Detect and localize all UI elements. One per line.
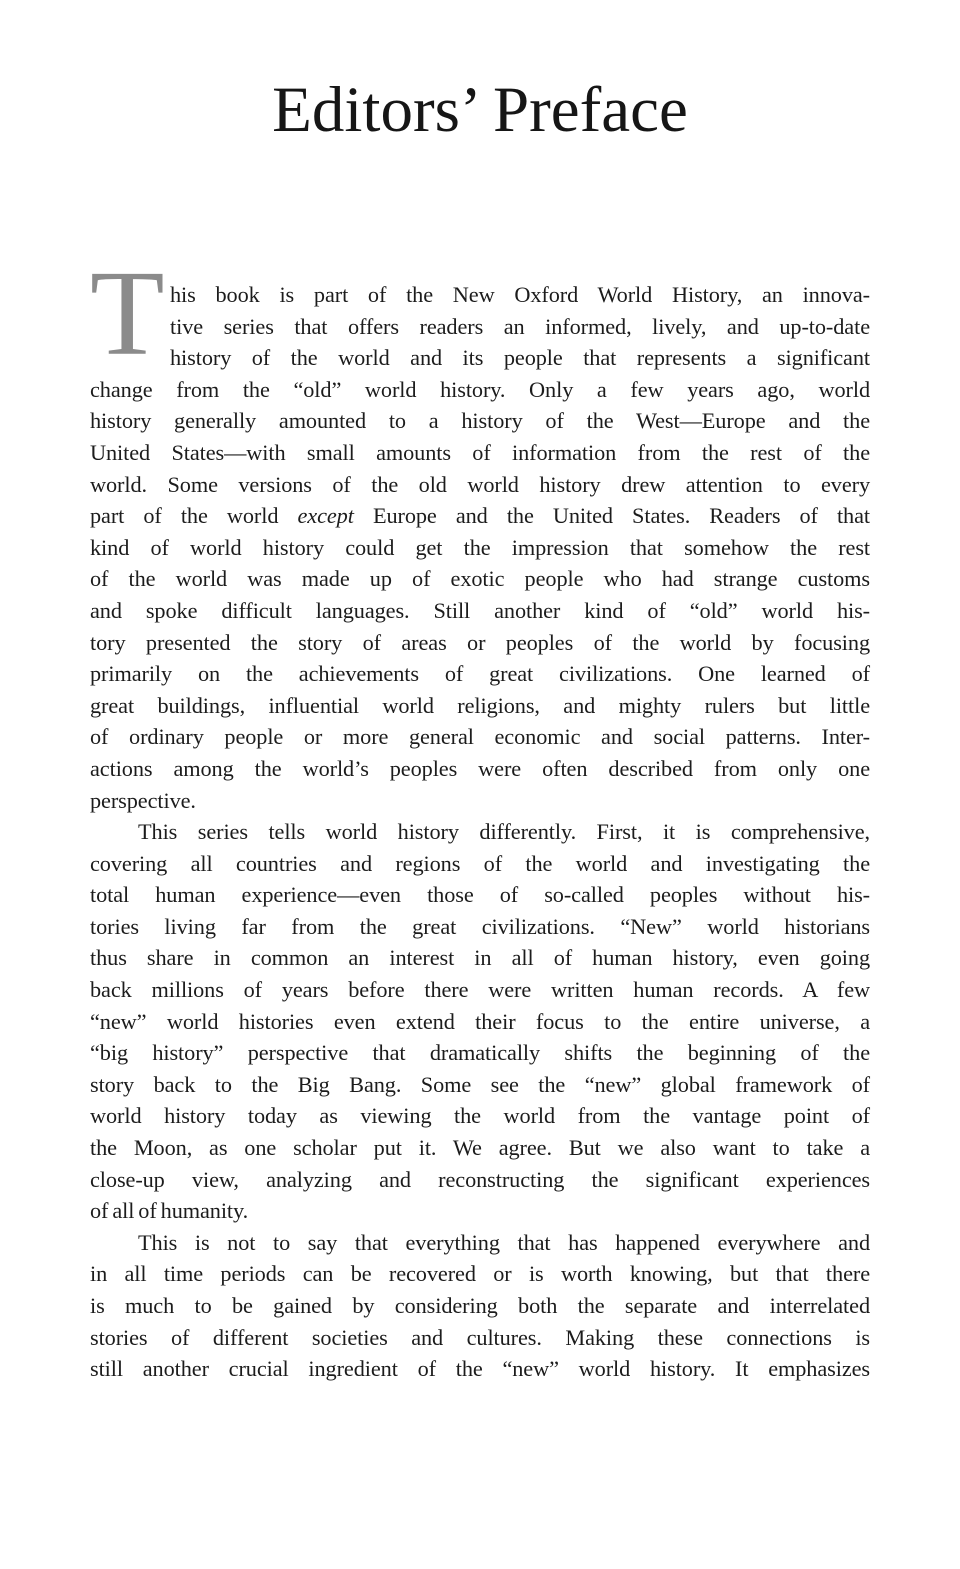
text-line: stories of different societies and cultures. Making these connections is	[90, 1324, 870, 1350]
text-line: and spoke difficult languages. Still another kind of “old” world his-	[90, 597, 870, 623]
line-segment: part of the world	[90, 503, 298, 529]
text-line: “new” world histories even extend their focus to the entire universe, a	[90, 1008, 870, 1034]
text-line: thus share in common an interest in all of human history, even going	[90, 945, 870, 971]
text-line-with-italic	[90, 500, 870, 532]
text-line: still another crucial ingredient of the “new” world history. It emphasizes	[90, 1356, 870, 1382]
italic-word: except	[297, 503, 354, 529]
text-line: history of the world and its people that represents a significant	[170, 345, 870, 371]
text-line: of all of humanity.	[90, 1198, 249, 1224]
text-line: This series tells world history differently. First, it is comprehensive,	[138, 819, 870, 845]
text-line: of ordinary people or more general economic and social patterns. Inter-	[90, 724, 870, 750]
text-line: his book is part of the New Oxford World History, an innova-	[170, 282, 870, 307]
text-line: world history today as viewing the world from the vantage point of	[90, 1103, 870, 1129]
text-line: world. Some versions of the old world history drew attention to every	[90, 471, 870, 497]
text-line: perspective.	[90, 787, 196, 813]
text-line: primarily on the achievements of great civilizations. One learned of	[90, 661, 870, 687]
text-line: tories living far from the great civilizations. “New” world historians	[90, 913, 870, 939]
text-line: United States—with small amounts of information from the rest of the	[90, 439, 870, 465]
text-line: back millions of years before there were written human records. A few	[90, 977, 870, 1003]
text-line: kind of world history could get the impression that somehow the rest	[90, 534, 870, 560]
text-line: tory presented the story of areas or peoples of the world by focusing	[90, 629, 870, 655]
text-line: the Moon, as one scholar put it. We agree. But we also want to take a	[90, 1135, 870, 1161]
paragraph-opening	[90, 246, 870, 816]
text-line: actions among the world’s peoples were often described from only one	[90, 755, 870, 781]
text-line: great buildings, influential world religions, and mighty rulers but little	[90, 692, 870, 718]
text-line: is much to be gained by considering both the separate and interrelated	[90, 1293, 870, 1318]
text-line: This is not to say that everything that has happened everywhere and	[138, 1229, 870, 1255]
text-line: history generally amounted to a history of the West—Europe and the	[90, 408, 870, 434]
text-line: covering all countries and regions of the world and investigating the	[90, 850, 870, 876]
preface-body	[90, 246, 870, 1385]
text-line: “big history” perspective that dramatically shifts the beginning of the	[90, 1040, 870, 1066]
text-line: story back to the Big Bang. Some see the “new” global framework of	[90, 1071, 870, 1097]
text-line: in all time periods can be recovered or is worth knowing, but that there	[90, 1261, 870, 1287]
page-title: Editors’ Preface	[272, 74, 688, 146]
text-line: change from the “old” world history. Only a few years ago, world	[90, 376, 870, 402]
paragraph-series-differently	[90, 816, 870, 1227]
paragraph-connections	[90, 1227, 870, 1385]
drop-cap-letter: T	[90, 246, 165, 381]
text-line: of the world was made up of exotic people who had strange customs	[90, 566, 870, 592]
text-line: close-up view, analyzing and reconstructing the significant experiences	[90, 1166, 870, 1192]
text-line: tive series that offers readers an informed, lively, and up-to-date	[170, 313, 870, 339]
line-segment: Europe and the United States. Readers of that	[353, 503, 870, 529]
text-line: total human experience—even those of so-called peoples without his-	[90, 882, 870, 908]
